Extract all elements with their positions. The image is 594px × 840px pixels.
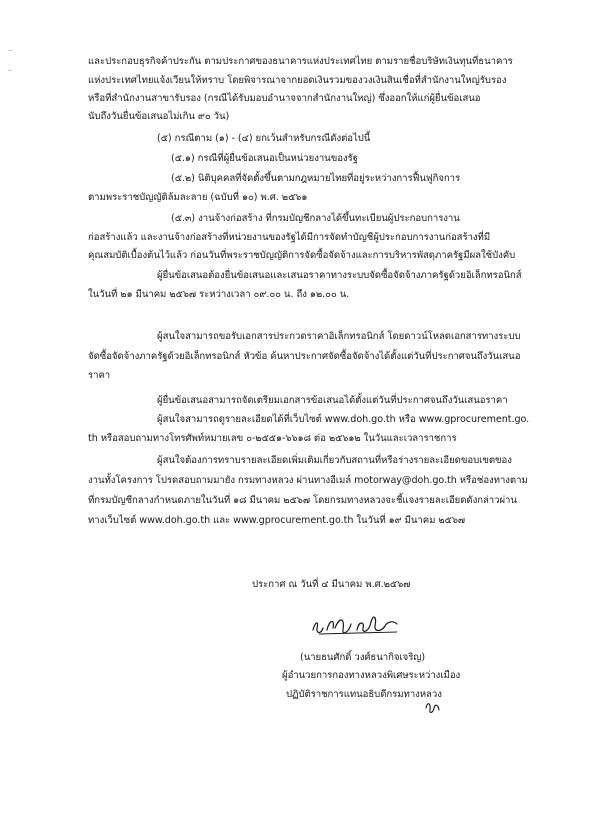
text-line: นับถึงวันยื่นข้อเสนอไม่เกิน ๙๐ วัน) xyxy=(88,111,230,122)
text-line: ผู้ยื่นข้อเสนอสามารถจัดเตรียมเอกสารข้อเสนอได้ตั้งแต่วันที่ประกาศจนถึงวันเสนอราคา xyxy=(157,395,508,406)
text-line: หรือที่สำนักงานสาขารับรอง (กรณีได้รับมอบอำนาจจากสำนักงานใหญ่) ซึ่งออกให้แก่ผู้ยื่นข้อเสนอ xyxy=(88,93,481,104)
text-line: ก่อสร้างแล้ว และงานจ้างก่อสร้างที่หน่วยงานของรัฐได้มีการจัดทำบัญชีผู้ประกอบการงานก่อสร้างที่มี xyxy=(88,232,491,243)
signatory-name: (นายธนศักดิ์ วงศ์ธนากิจเจริญ) xyxy=(300,652,426,663)
text-line: ผู้สนใจสามารถขอรับเอกสารประกวดราคาอิเล็กทรอนิกส์ โดยดาวน์โหลดเอกสารทางระบบ xyxy=(157,331,521,342)
text-line: ผู้สนใจสามารถดูรายละเอียดได้ที่เว็บไซต์ www.doh.go.th หรือ www.gprocurement.go. xyxy=(157,414,530,425)
handwritten-signature-icon xyxy=(305,608,415,640)
text-line: (๕) กรณีตาม (๑) - (๔) ยกเว้นสำหรับกรณีดังต่อไปนี้ xyxy=(157,133,371,144)
text-line: (๕.๑) กรณีที่ผู้ยื่นข้อเสนอเป็นหน่วยงานของรัฐ xyxy=(171,153,358,164)
text-line: (๕.๓) งานจ้างก่อสร้าง ที่กรมบัญชีกลางได้ขึ้นทะเบียนผู้ประกอบการงาน xyxy=(171,213,460,224)
text-line: คุณสมบัติเบื้องต้นไว้แล้ว ก่อนวันที่พระราชบัญญัติการจัดซื้อจัดจ้างและการบริหารพัสดุภาครัฐมีผลใช้บังคับ xyxy=(88,250,516,261)
text-line: ตามพระราชบัญญัติล้มละลาย (ฉบับที่ ๑๐) พ.ศ. ๒๕๖๑ xyxy=(88,192,308,203)
text-line: และประกอบธุรกิจค้าประกัน ตามประกาศของธนาคารแห่งประเทศไทย ตามรายชื่อบริษัทเงินทุนที่ธนาคาร xyxy=(88,56,513,67)
text-line: ผู้สนใจต้องการทราบรายละเอียดเพิ่มเติมเกี่ยวกับสถานที่หรือร่างรายละเอียดขอบเขตของ xyxy=(157,455,512,466)
text-line: ทางเว็บไซต์ www.doh.go.th และ www.gprocurement.go.th ในวันที่ ๑๙ มีนาคม ๒๕๖๗ xyxy=(88,515,466,526)
handwritten-initial-icon xyxy=(424,700,442,716)
announcement-date: ประกาศ ณ วันที่ ๔ มีนาคม พ.ศ.๒๕๖๗ xyxy=(252,579,411,590)
text-line: จัดซื้อจัดจ้างภาครัฐด้วยอิเล็กทรอนิกส์ หัวข้อ ค้นหาประกาศจัดซื้อจัดจ้างได้ตั้งแต่วันที่ประกาศจนถึงวันเสนอ xyxy=(88,351,521,362)
signatory-acting: ปฏิบัติราชการแทนอธิบดีกรมทางหลวง xyxy=(286,689,442,700)
text-line: แห่งประเทศไทยแจ้งเวียนให้ทราบ โดยพิจารณาจากยอดเงินรวมของวงเงินสินเชื่อที่สำนักงานใหญ่รับรอง xyxy=(88,75,507,86)
text-line: ราคา xyxy=(88,370,111,381)
text-line: ผู้ยื่นข้อเสนอต้องยื่นข้อเสนอและเสนอราคาทางระบบจัดซื้อจัดจ้างภาครัฐด้วยอิเล็กทรอนิกส์ xyxy=(157,270,522,281)
text-line: th หรือสอบถามทางโทรศัพท์หมายเลข ๐-๒๕๕๑-๖๖๑๘ ต่อ ๒๕๖๑๒ ในวันและเวลาราชการ xyxy=(88,433,457,444)
signatory-title: ผู้อำนวยการกองทางหลวงพิเศษระหว่างเมือง xyxy=(282,670,461,681)
text-line: งานทั้งโครงการ โปรดสอบถามมายัง กรมทางหลวง ผ่านทางอีเมล์ motorway@doh.go.th หรือช่องทางตาม xyxy=(88,475,528,486)
text-line: ในวันที่ ๒๑ มีนาคม ๒๕๖๗ ระหว่างเวลา ๐๙.๐๐ น. ถึง ๑๒.๐๐ น. xyxy=(88,289,350,300)
text-line: (๕.๒) นิติบุคคลที่จัดตั้งขึ้นตามกฎหมายไทยที่อยู่ระหว่างการฟื้นฟูกิจการ xyxy=(171,173,461,184)
margin-mark xyxy=(8,50,12,51)
text-line: ที่กรมบัญชีกลางกำหนดภายในวันที่ ๑๘ มีนาคม ๒๕๖๗ โดยกรมทางหลวงจะชี้แจงรายละเอียดดังกล่าวผ่าน xyxy=(88,495,517,506)
margin-mark xyxy=(8,70,12,71)
